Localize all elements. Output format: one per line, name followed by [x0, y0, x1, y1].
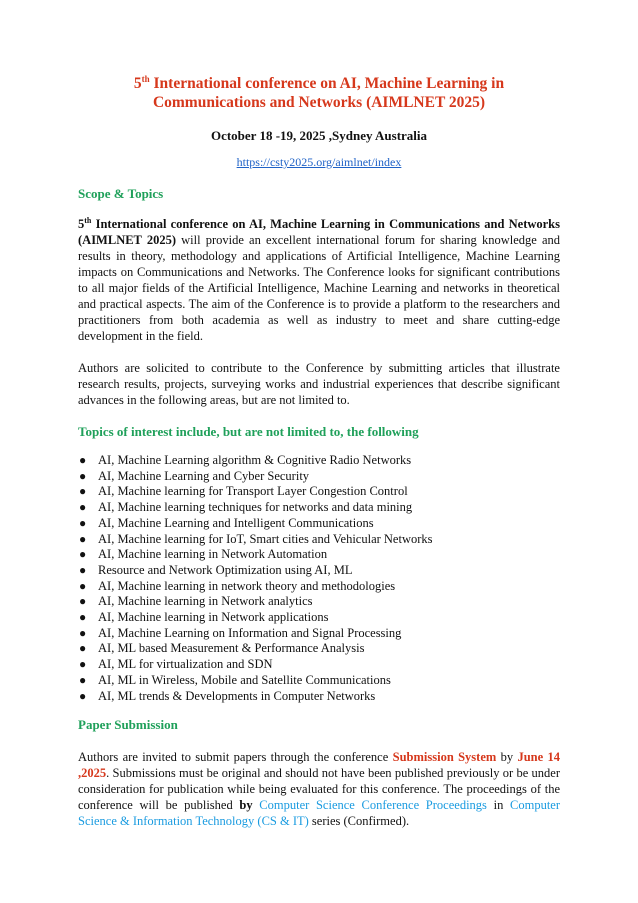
scope-sup: th: [84, 215, 92, 225]
bullet-icon: ●: [79, 672, 87, 687]
topic-label: AI, ML trends & Developments in Computer Networks: [98, 688, 376, 703]
topic-label: Resource and Network Optimization using AI, ML: [98, 562, 353, 577]
topic-label: AI, Machine learning techniques for networks and data mining: [98, 500, 413, 515]
bullet-icon: ●: [79, 657, 87, 672]
bullet-icon: ●: [79, 562, 87, 577]
submission-text-2: by: [496, 750, 518, 765]
topic-label: AI, Machine learning in Network analytics: [98, 594, 313, 609]
topic-item: [78, 484, 560, 500]
topic-label: AI, Machine Learning on Information and Signal Processing: [98, 625, 402, 640]
topic-label: AI, ML in Wireless, Mobile and Satellite Communications: [98, 672, 391, 687]
scope-conference-name: International conference on AI, Machine Learning in Communications and Networks (AIMLNET 2025): [78, 217, 560, 247]
bullet-icon: ●: [79, 547, 87, 562]
submission-text-3: . Submissions must be original and should not have been published previously or be under consideration for publication while being evaluated for this conference. The proceedings of the conference will be published: [78, 766, 560, 813]
topic-item: [78, 547, 560, 563]
topic-label: AI, Machine Learning and Cyber Security: [98, 468, 310, 483]
topic-item: [78, 453, 560, 469]
scope-heading: Scope & Topics: [78, 186, 164, 201]
authors-paragraph: Authors are solicited to contribute to the Conference by submitting articles that illustrate research results, projects, surveying works and industrial experiences that describe significant advances in the following areas, but are not limited to.: [78, 361, 560, 407]
title-superscript: th: [141, 73, 150, 84]
topic-item: [78, 516, 560, 532]
topic-item: [78, 469, 560, 485]
topic-item: [78, 626, 560, 642]
topic-item: [78, 579, 560, 595]
topic-item: [78, 657, 560, 673]
topic-item: [78, 610, 560, 626]
paper-submission-heading: Paper Submission: [78, 717, 178, 733]
conference-url-link[interactable]: https://csty2025.org/aimlnet/index: [236, 155, 402, 169]
topic-label: AI, Machine Learning algorithm & Cognitive Radio Networks: [98, 453, 412, 467]
submission-text-5: in: [486, 798, 511, 813]
topics-heading: Topics of interest include, but are not limited to, the following: [78, 424, 419, 439]
scope-paragraph: [78, 216, 560, 344]
topics-list: [78, 453, 560, 704]
topic-label: AI, ML for virtualization and SDN: [98, 657, 273, 672]
proceedings-link[interactable]: Computer Science Conference Proceedings: [259, 798, 487, 813]
conference-title: [78, 74, 560, 112]
submission-by: by: [239, 798, 253, 813]
bullet-icon: ●: [79, 594, 87, 609]
bullet-icon: ●: [79, 610, 87, 625]
topic-item: [78, 689, 560, 705]
topic-label: AI, Machine learning for IoT, Smart cities and Vehicular Networks: [98, 531, 433, 546]
series-link[interactable]: Computer Science & Information Technology (CS & IT): [78, 798, 561, 829]
title-text: International conference on AI, Machine Learning in Communications and Networks (AIMLNET 2025): [149, 75, 505, 111]
submission-deadline: June 14 ,2025: [78, 750, 561, 781]
topic-label: AI, Machine learning in Network applications: [98, 610, 329, 625]
topic-label: AI, Machine Learning and Intelligent Communications: [98, 515, 374, 530]
topic-label: AI, Machine learning for Transport Layer Congestion Control: [98, 484, 408, 499]
bullet-icon: ●: [79, 688, 87, 703]
topic-item: [78, 673, 560, 689]
topic-label: AI, ML based Measurement & Performance Analysis: [98, 641, 365, 656]
bullet-icon: ●: [79, 531, 87, 546]
bullet-icon: ●: [79, 578, 87, 593]
topic-label: AI, Machine learning in Network Automation: [98, 547, 328, 562]
title-number: 5: [133, 75, 142, 92]
topic-label: AI, Machine learning in network theory and methodologies: [98, 578, 396, 593]
bullet-icon: ●: [79, 625, 87, 640]
topic-item: [78, 563, 560, 579]
scope-body: will provide an excellent international forum for sharing knowledge and results in theory, methodology and applications of Artificial Intelligence, Machine Learning impacts on Communications and Networks. The Conference looks for significant contributions to all major fields of the Artificial Intelligence, Machine Learning and networks in theoretical and practical aspects. The aim of the Conference is to provide a platform to the researchers and practitioners from both academia as well as industry to meet and share cutting-edge development in the field.: [78, 233, 560, 343]
paper-submission-paragraph: [78, 749, 560, 829]
bullet-icon: ●: [79, 453, 87, 467]
topic-item: [78, 532, 560, 548]
bullet-icon: ●: [79, 515, 87, 530]
bullet-icon: ●: [79, 500, 87, 515]
bullet-icon: ●: [79, 468, 87, 483]
submission-text-6: series (Confirmed).: [308, 814, 410, 829]
bullet-icon: ●: [79, 641, 87, 656]
topic-item: [78, 594, 560, 610]
topic-item: [78, 500, 560, 516]
topic-item: [78, 641, 560, 657]
conference-date-location: October 18 -19, 2025 ,Sydney Australia: [210, 128, 428, 143]
scope-num: 5: [78, 217, 85, 231]
bullet-icon: ●: [79, 484, 87, 499]
submission-system-link[interactable]: Submission System: [392, 750, 497, 765]
submission-text-1: Authors are invited to submit papers through the conference: [78, 750, 393, 765]
